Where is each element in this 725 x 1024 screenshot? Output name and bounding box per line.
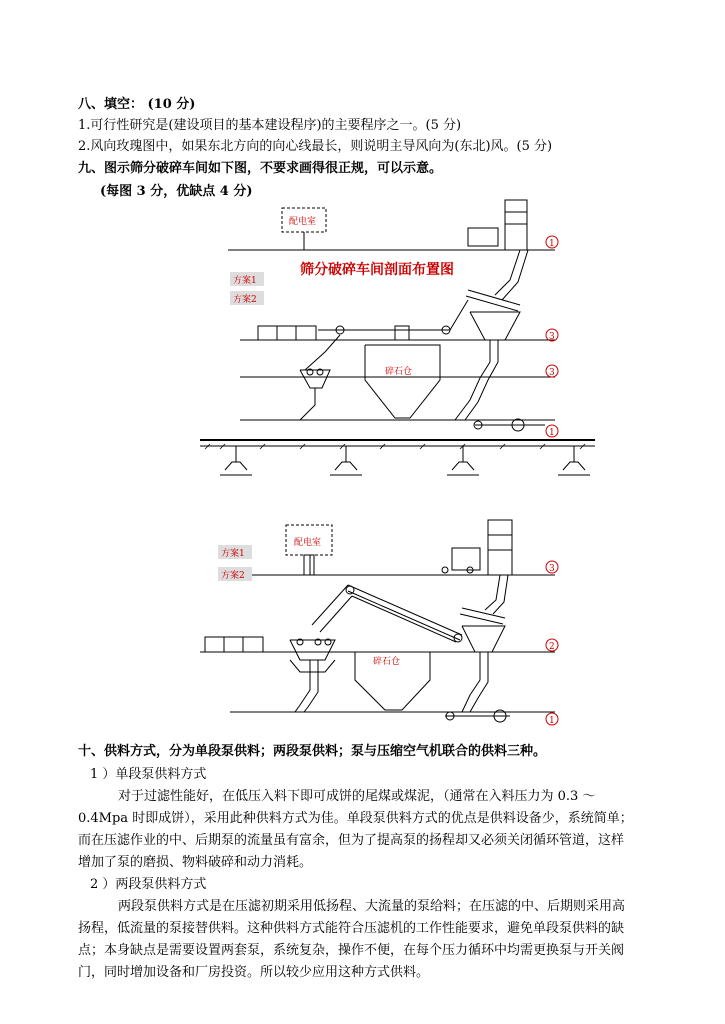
section-9-heading: 九、图示筛分破碎车间如下图，不要求画得很正规，可以示意。 [78, 161, 443, 176]
foundations [220, 446, 590, 475]
scoring-note: (每图 3 分，优缺点 4 分) [100, 184, 253, 199]
figure-1-marker-d: 1 [549, 428, 555, 438]
figure-1-marker-a: 1 [549, 239, 555, 249]
figure-2-option-2: 方案2 [221, 571, 245, 581]
subsection-1-line-2: 0.4Mpa 时即成饼），采用此种供料方式为佳。单段泵供料方式的优点是供料设备少，系统简单； [78, 811, 633, 826]
figure-2-marker-c: 1 [549, 716, 555, 726]
figure-2-bin-label: 碎石仓 [373, 657, 401, 667]
figure-1 [200, 200, 595, 475]
subsection-2-line-4: 门，同时增加设备和厂房投资。所以较少应用这种方式供料。 [78, 965, 430, 980]
figure-1-option-2: 方案2 [233, 295, 257, 305]
question-1: 1.可行性研究是(建设项目的基本建设程序)的主要程序之一。(5 分) [78, 118, 462, 133]
subsection-1-title: 1 ）单段泵供料方式 [90, 767, 207, 782]
question-2: 2.风向玫瑰图中，如果东北方向的向心线最长，则说明主导风向为(东北)风。(5 分) [78, 139, 553, 154]
subsection-2-line-3: 点；本身缺点是需要设置两套泵，系统复杂，操作不便，在每个压力循环中均需更换泵与开关阀 [78, 943, 625, 958]
section-8-heading: 八、填空： (10 分) [78, 97, 196, 112]
subsection-2-line-2: 扬程，低流量的泵接替供料。这种供料方式能符合压滤机的工作性能要求，避免单段泵供料的缺 [78, 921, 625, 936]
figure-1-room-label: 配电室 [289, 217, 317, 227]
subsection-1-line-4: 增加了泵的磨损、物料破碎和动力消耗。 [78, 855, 313, 870]
figure-1-marker-b: 3 [549, 332, 555, 342]
figure-1-bin-label: 碎石仓 [385, 367, 413, 377]
figure-2-option-1: 方案1 [221, 549, 245, 559]
figure-1-option-1: 方案1 [233, 276, 257, 286]
figure-2 [200, 520, 555, 722]
subsection-1-line-3: 而在压滤作业的中、后期泵的流量虽有富余，但为了提高泵的扬程却又必须关闭循环管道，这样 [78, 833, 625, 848]
figure-2-marker-b: 2 [549, 642, 555, 652]
subsection-2-line-1: 两段泵供料方式是在压滤初期采用低扬程、大流量的泵给料；在压滤的中、后期则采用高 [118, 899, 626, 914]
figure-1-marker-c: 3 [549, 368, 555, 378]
subsection-2-title: 2 ）两段泵供料方式 [90, 877, 207, 892]
subsection-1-line-1: 对于过滤性能好，在低压入料下即可成饼的尾煤或煤泥，（通常在入料压力为 0.3 ～ [118, 789, 596, 804]
figure-2-room-label: 配电室 [294, 538, 322, 548]
section-10-heading: 十、供料方式，分为单段泵供料；两段泵供料；泵与压缩空气机联合的供料三种。 [78, 744, 547, 759]
figure-1-title: 筛分破碎车间剖面布置图 [300, 262, 454, 278]
figure-2-marker-a: 3 [549, 564, 555, 574]
